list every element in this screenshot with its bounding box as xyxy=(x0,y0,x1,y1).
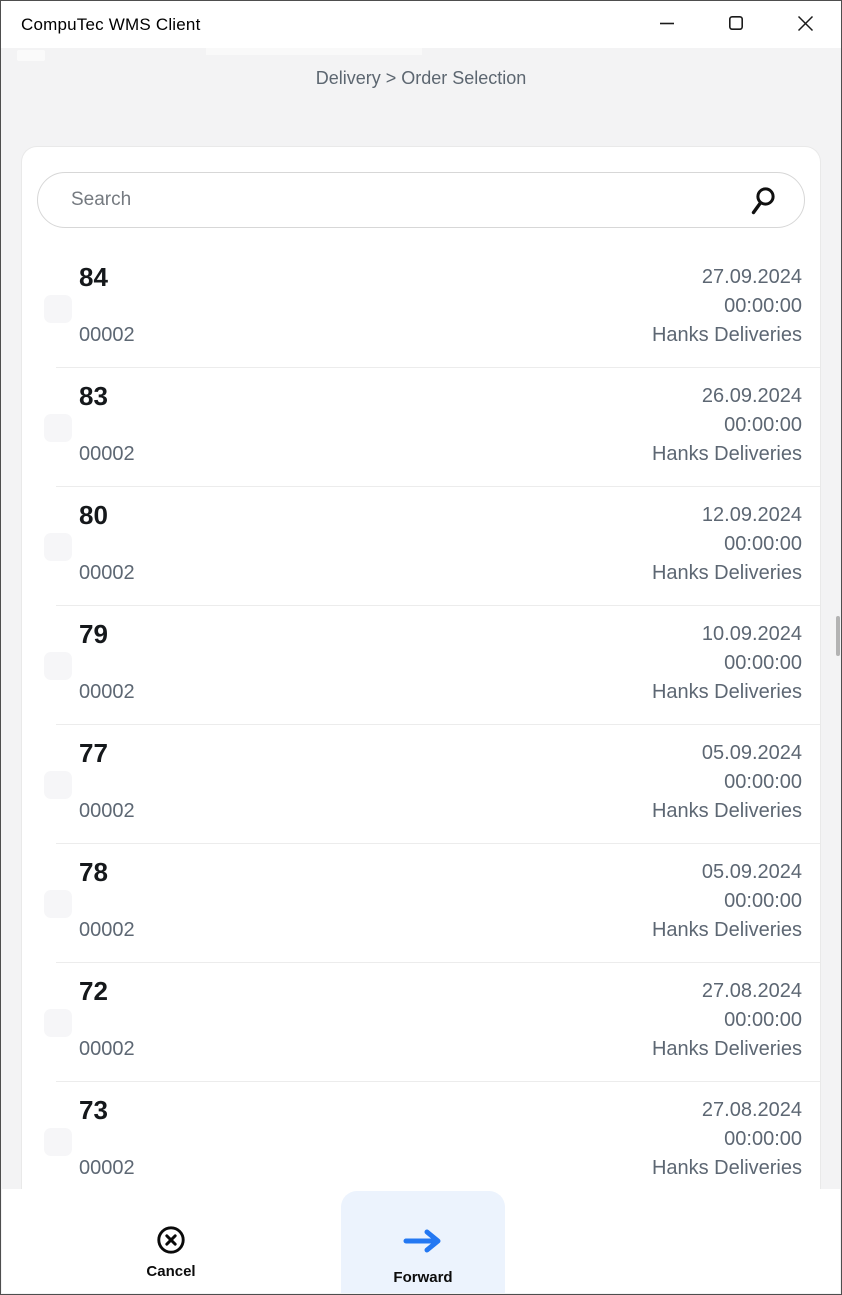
order-customer: Hanks Deliveries xyxy=(651,443,802,465)
order-number: 73 xyxy=(79,1095,108,1125)
order-number: 79 xyxy=(79,619,108,649)
order-row-content xyxy=(79,381,802,469)
row-checkbox[interactable] xyxy=(44,414,72,442)
order-code: 00002 xyxy=(79,800,135,822)
title-bar xyxy=(1,1,841,48)
order-customer: Hanks Deliveries xyxy=(651,1157,802,1179)
order-row-content xyxy=(79,976,802,1064)
row-checkbox[interactable] xyxy=(44,533,72,561)
order-code: 00002 xyxy=(79,681,135,703)
row-checkbox[interactable] xyxy=(44,652,72,680)
order-date: 26.09.2024 xyxy=(701,385,802,407)
order-row-content xyxy=(79,1095,802,1183)
row-checkbox[interactable] xyxy=(44,771,72,799)
order-number: 84 xyxy=(79,262,108,292)
order-customer: Hanks Deliveries xyxy=(651,324,802,346)
window-controls xyxy=(652,10,841,40)
order-list xyxy=(22,249,820,1201)
order-row[interactable] xyxy=(22,249,820,368)
order-number: 80 xyxy=(79,500,108,530)
order-time: 00:00:00 xyxy=(724,295,802,317)
minimize-button[interactable] xyxy=(652,10,682,40)
ghost-bar xyxy=(17,50,45,61)
order-row[interactable] xyxy=(22,606,820,725)
order-row[interactable] xyxy=(22,844,820,963)
order-code: 00002 xyxy=(79,562,135,584)
order-customer: Hanks Deliveries xyxy=(651,681,802,703)
order-date: 10.09.2024 xyxy=(701,623,802,645)
order-row-content xyxy=(79,738,802,826)
order-time: 00:00:00 xyxy=(724,890,802,912)
order-row-content xyxy=(79,619,802,707)
order-time: 00:00:00 xyxy=(724,1009,802,1031)
order-row[interactable] xyxy=(22,725,820,844)
search-icon[interactable] xyxy=(748,186,778,221)
search-box xyxy=(37,172,805,228)
forward-button-label: Forward xyxy=(393,1269,453,1286)
window-title: CompuTec WMS Client xyxy=(21,14,201,34)
order-date: 27.08.2024 xyxy=(701,980,802,1002)
order-date: 05.09.2024 xyxy=(701,742,802,764)
order-row[interactable] xyxy=(22,963,820,1082)
cancel-button-label: Cancel xyxy=(146,1263,196,1280)
order-row[interactable] xyxy=(22,368,820,487)
order-date: 12.09.2024 xyxy=(701,504,802,526)
row-checkbox[interactable] xyxy=(44,1128,72,1156)
order-customer: Hanks Deliveries xyxy=(651,562,802,584)
order-code: 00002 xyxy=(79,1038,135,1060)
maximize-icon xyxy=(728,15,744,34)
app-body xyxy=(2,48,840,1293)
order-row[interactable] xyxy=(22,1082,820,1201)
order-date: 05.09.2024 xyxy=(701,861,802,883)
order-row-content xyxy=(79,262,802,350)
order-number: 72 xyxy=(79,976,108,1006)
search-input[interactable] xyxy=(71,173,711,227)
order-date: 27.09.2024 xyxy=(701,266,802,288)
row-checkbox[interactable] xyxy=(44,295,72,323)
order-row-content xyxy=(79,857,802,945)
order-time: 00:00:00 xyxy=(724,771,802,793)
order-date: 27.08.2024 xyxy=(701,1099,802,1121)
order-code: 00002 xyxy=(79,919,135,941)
forward-button[interactable] xyxy=(341,1191,505,1293)
order-row[interactable] xyxy=(22,487,820,606)
order-row-content xyxy=(79,500,802,588)
order-code: 00002 xyxy=(79,324,135,346)
row-checkbox[interactable] xyxy=(44,1009,72,1037)
minimize-icon xyxy=(659,15,675,34)
footer-bar xyxy=(2,1189,840,1293)
order-customer: Hanks Deliveries xyxy=(651,1038,802,1060)
order-customer: Hanks Deliveries xyxy=(651,919,802,941)
cancel-button[interactable] xyxy=(131,1225,211,1280)
order-time: 00:00:00 xyxy=(724,414,802,436)
order-number: 78 xyxy=(79,857,108,887)
breadcrumb: Delivery > Order Selection xyxy=(315,68,527,88)
order-code: 00002 xyxy=(79,443,135,465)
forward-arrow-icon xyxy=(402,1228,444,1257)
order-time: 00:00:00 xyxy=(724,652,802,674)
cancel-icon xyxy=(155,1225,187,1260)
order-time: 00:00:00 xyxy=(724,533,802,555)
order-number: 83 xyxy=(79,381,108,411)
order-customer: Hanks Deliveries xyxy=(651,800,802,822)
row-checkbox[interactable] xyxy=(44,890,72,918)
order-selection-card xyxy=(21,146,821,1293)
close-button[interactable] xyxy=(790,10,820,40)
order-number: 77 xyxy=(79,738,108,768)
close-icon xyxy=(797,15,814,35)
maximize-button[interactable] xyxy=(721,10,751,40)
ghost-bar xyxy=(206,48,422,55)
order-code: 00002 xyxy=(79,1157,135,1179)
order-time: 00:00:00 xyxy=(724,1128,802,1150)
scrollbar-thumb[interactable] xyxy=(836,616,840,656)
